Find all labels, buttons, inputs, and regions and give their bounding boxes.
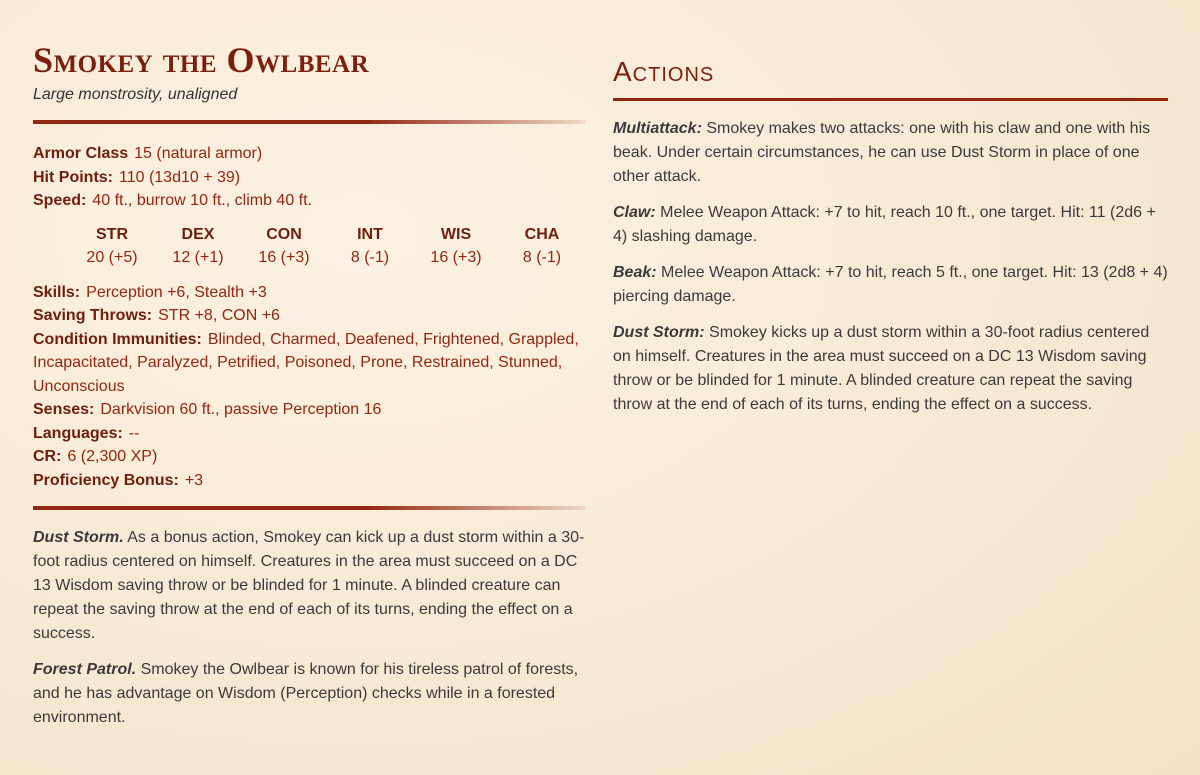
divider	[33, 506, 585, 510]
actions-section	[613, 0, 1168, 429]
ability-scores	[69, 223, 585, 269]
ability-cha: CHA 8 (-1)	[522, 225, 562, 266]
ability-con: CON 16 (+3)	[258, 225, 310, 266]
trait-forest-patrol: Forest Patrol. Smokey the Owlbear is known for his tireless patrol of forests, and he has advantage on Wisdom (Perception) checks while in a forested environment.	[33, 661, 579, 726]
languages: Languages: --	[33, 424, 140, 442]
armor-class: Armor Class 15 (natural armor)	[33, 145, 263, 162]
creature-type: Large monstrosity, unaligned	[33, 86, 238, 103]
action-claw: Claw: Melee Weapon Attack: +7 to hit, reach 10 ft., one target. Hit: 11 (2d6 + 4) slashing damage.	[613, 204, 1156, 245]
ability-dex: DEX 12 (+1)	[172, 225, 224, 266]
creature-name: Smokey the Owlbear	[33, 40, 370, 80]
speed: Speed: 40 ft., burrow 10 ft., climb 40 ft.	[33, 192, 312, 209]
ability-str: STR 20 (+5)	[86, 225, 138, 266]
action-beak: Beak: Melee Weapon Attack: +7 to hit, reach 5 ft., one target. Hit: 13 (2d8 + 4) piercing damage.	[613, 264, 1168, 305]
stat-block	[33, 0, 585, 742]
trait-dust-storm: Dust Storm. As a bonus action, Smokey can kick up a dust storm within a 30-foot radius centered on himself. Creatures in the area must succeed on a DC 13 Wisdom saving throw or be blinded for 1 minute. A blinded creature can repeat the saving throw at the end of each of its turns, ending the effect on a success.	[33, 529, 585, 642]
details	[33, 281, 585, 493]
condition-immunities: Condition Immunities: Blinded, Charmed, Deafened, Frightened, Grappled, Incapacitated, Paralyzed, Petrified, Poisoned, Prone, Restrained, Stunned, Unconscious	[33, 330, 579, 395]
ability-int: INT 8 (-1)	[350, 225, 390, 266]
saving-throws: Saving Throws: STR +8, CON +6	[33, 307, 280, 324]
core-properties	[33, 142, 585, 213]
action-multiattack: Multiattack: Smokey makes two attacks: one with his claw and one with his beak. Under certain circumstances, he can use Dust Storm in place of one other attack.	[613, 120, 1151, 185]
divider	[33, 120, 585, 124]
challenge-rating: CR: 6 (2,300 XP)	[33, 448, 158, 465]
divider	[613, 98, 1168, 101]
hit-points: Hit Points: 110 (13d10 + 39)	[33, 168, 241, 186]
action-dust-storm: Dust Storm: Smokey kicks up a dust storm within a 30-foot radius centered on himself. Creatures in the area must succeed on a DC 13 Wisdom saving throw or be blinded for 1 minute. A blinded creature can repeat the saving throw at the end of each of its turns, ending the effect on a success.	[613, 324, 1150, 413]
proficiency-bonus: Proficiency Bonus: +3	[33, 471, 204, 489]
ability-wis: WIS 16 (+3)	[430, 225, 482, 266]
senses: Senses: Darkvision 60 ft., passive Perception 16	[33, 401, 382, 418]
actions-heading: Actions	[613, 56, 715, 87]
skills: Skills: Perception +6, Stealth +3	[33, 283, 267, 301]
